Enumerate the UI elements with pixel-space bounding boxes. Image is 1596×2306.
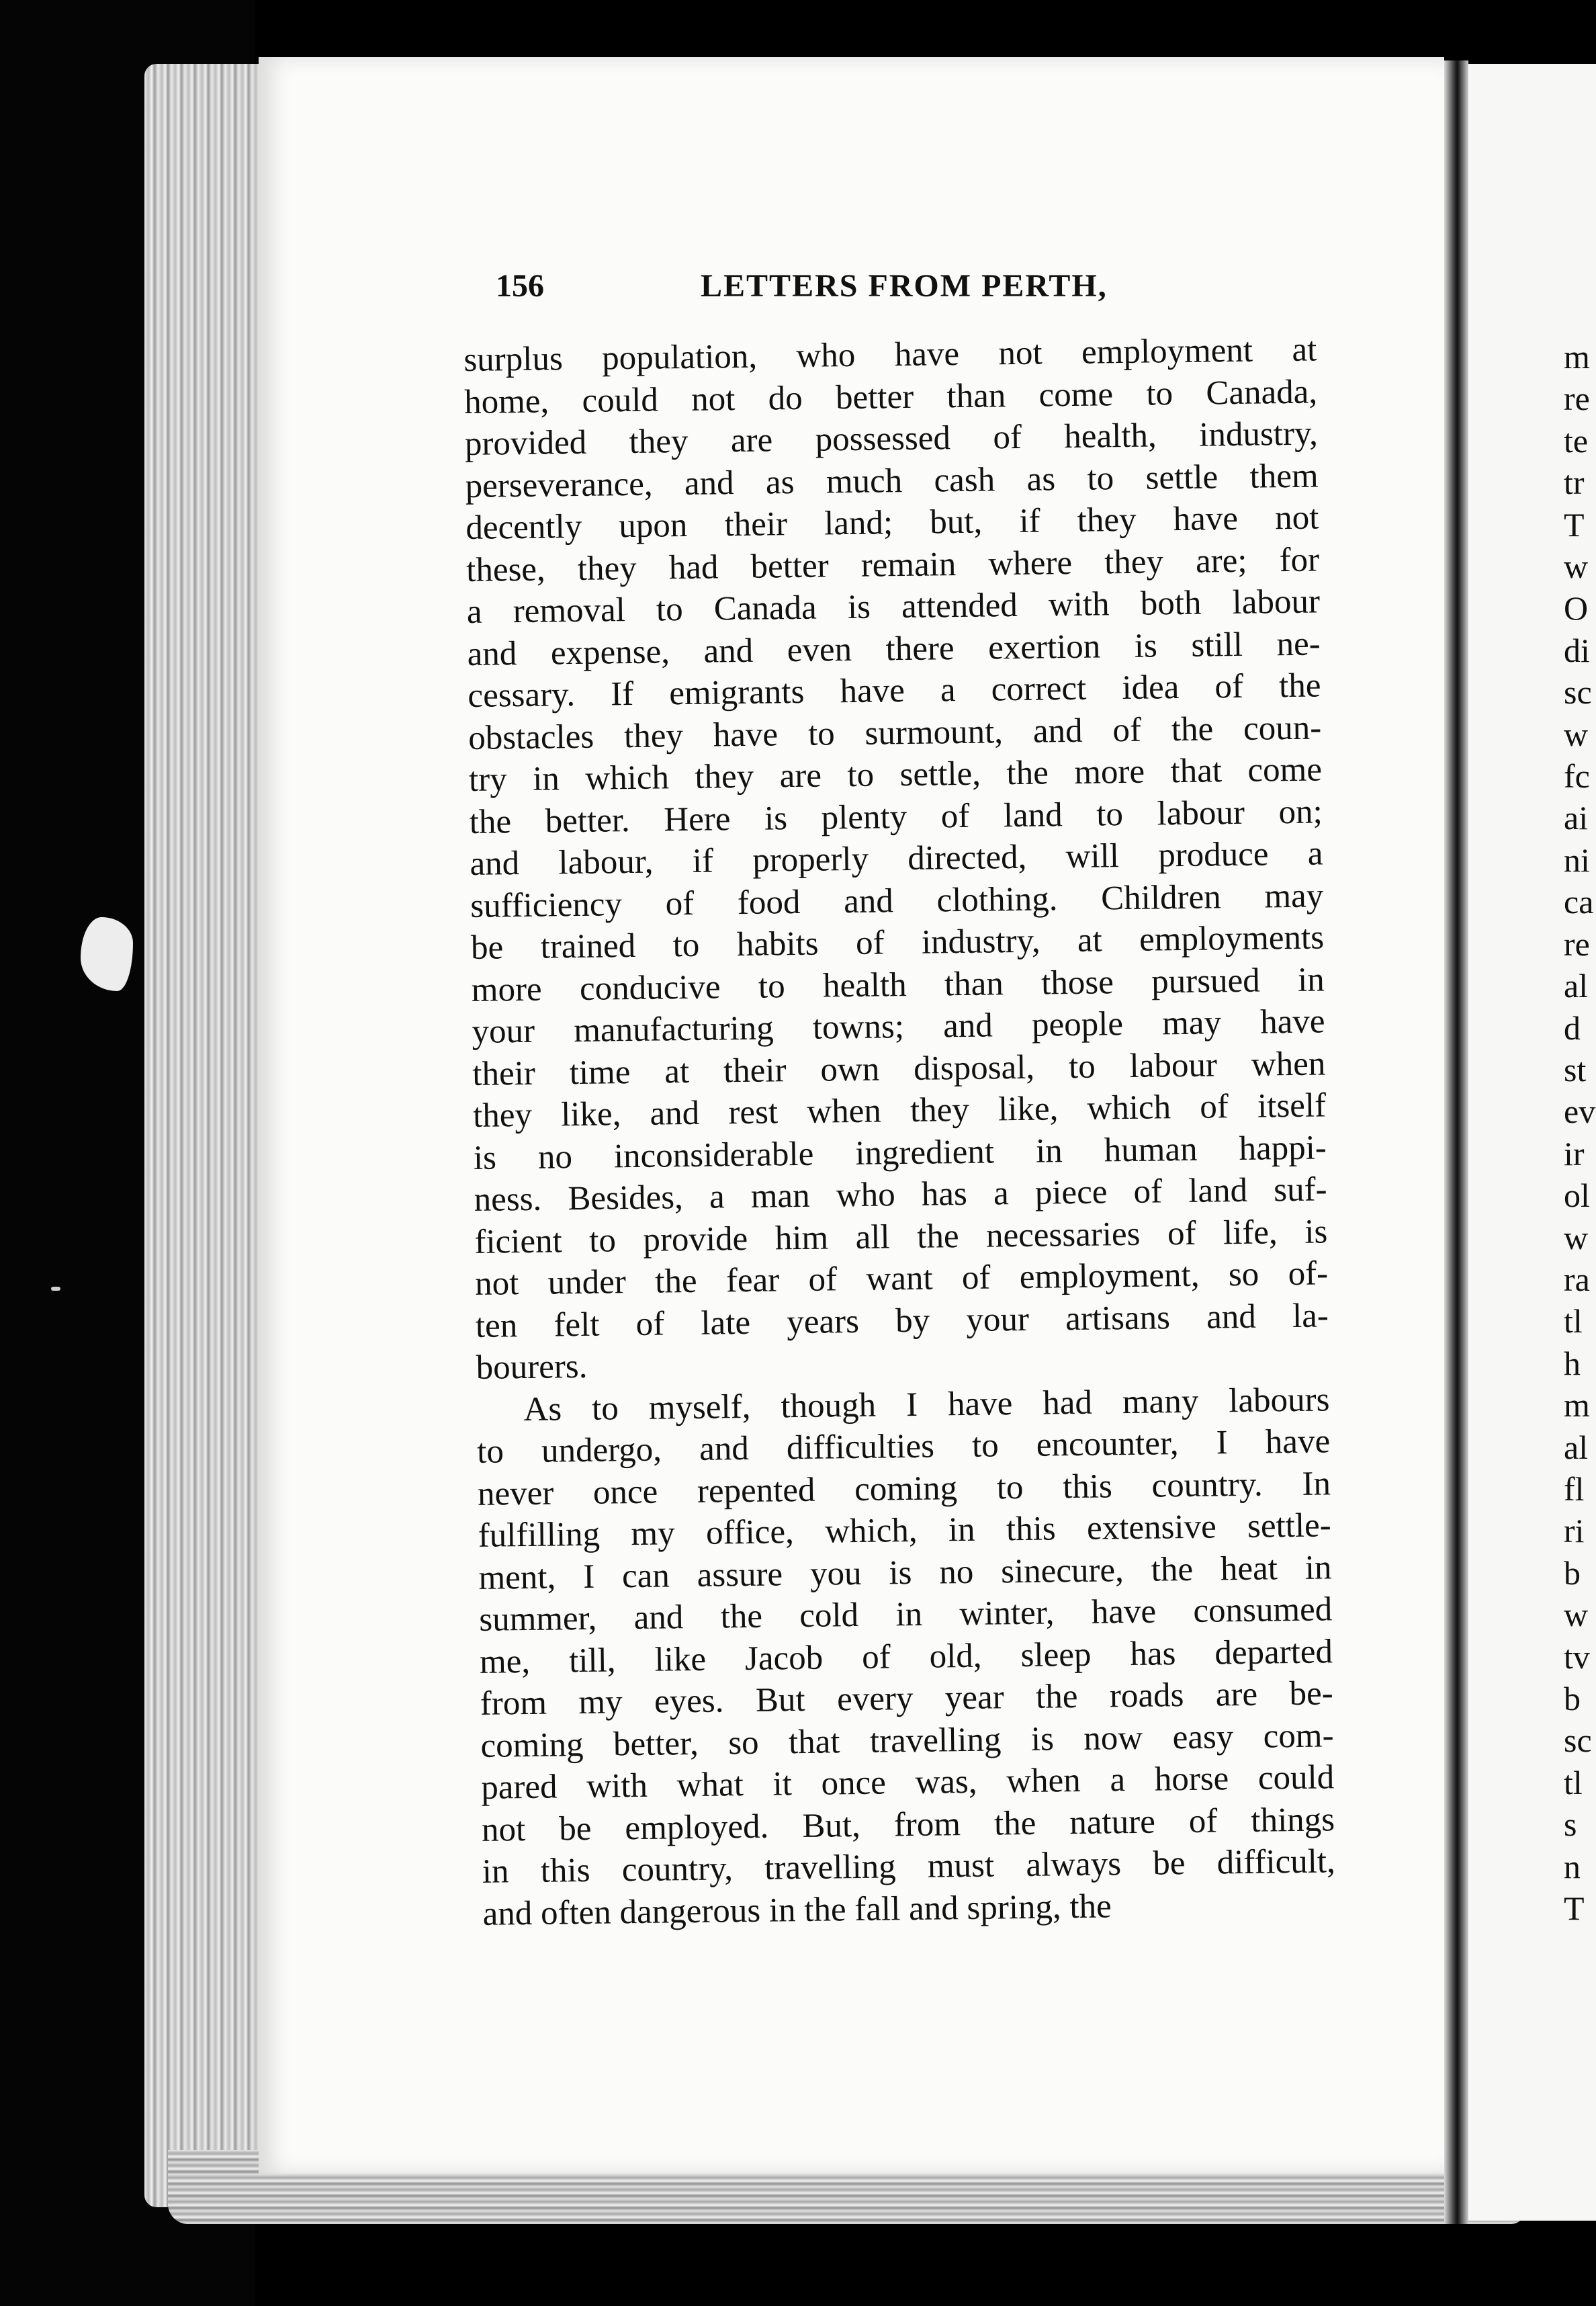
text-line: your manufacturing towns; and people may have (472, 1002, 1325, 1051)
text-line: perseverance, and as much cash as to settle them (465, 456, 1319, 505)
text-line: ness. Besides, a man who has a piece of land suf- (474, 1170, 1327, 1219)
text-line: me, till, like Jacob of old, sleep has departed (479, 1632, 1333, 1681)
text-line: summer, and the cold in winter, have consumed (478, 1590, 1333, 1639)
book-gutter (1444, 60, 1468, 2224)
text-line: bourers. (476, 1347, 588, 1387)
text-line: never once repented coming to this country. In (477, 1464, 1331, 1513)
facing-page-text-fragments: m re te tr T w O di sc w fc ai ni ca re al d st ev ir ol w ra tl h m al fl ri b w tv b sc tl s n T (1564, 338, 1596, 1928)
paragraph (476, 1379, 1336, 1935)
text-line: a removal to Canada is attended with both labour (466, 583, 1321, 631)
body-text (463, 329, 1336, 1934)
text-line: and expense, and even there exertion is still ne- (467, 624, 1321, 673)
text-line: try in which they are to settle, the more that come (468, 751, 1323, 799)
text-line: As to myself, though I have had many labours (523, 1380, 1330, 1428)
text-line: cessary. If emigrants have a correct idea of the (468, 667, 1321, 715)
text-line: obstacles they have to surmount, and of the coun- (468, 708, 1322, 757)
text-line: decently upon their land; but, if they have not (466, 499, 1319, 547)
text-line: in this country, travelling must always be difficult, (482, 1842, 1336, 1891)
text-line: fulfilling my office, which, in this extensive settle- (478, 1506, 1332, 1555)
dust-speck (51, 1287, 60, 1291)
text-line: their time at their own disposal, to labour when (472, 1044, 1326, 1093)
text-line: and often dangerous in the fall and spring, the (482, 1887, 1112, 1933)
text-line: ficient to provide him all the necessaries of life, is (474, 1212, 1328, 1261)
text-line: pared with what it once was, when a horse could (480, 1758, 1335, 1807)
text-line: to undergo, and difficulties to encounter, I have (476, 1422, 1331, 1471)
text-line: more conducive to health than those pursued in (471, 960, 1325, 1009)
text-line: ten felt of late years by your artisans and la- (475, 1296, 1329, 1345)
page-number: 156 (496, 268, 544, 304)
text-line: the better. Here is plenty of land to labour on; (469, 792, 1323, 841)
text-line: provided they are possessed of health, industry, (464, 415, 1319, 463)
text-line: coming better, so that travelling is now easy com- (480, 1716, 1334, 1765)
text-line: not under the fear of want of employment, so of- (474, 1254, 1329, 1303)
text-line: from my eyes. But every year the roads are be- (480, 1674, 1334, 1723)
text-line: sufficiency of food and clothing. Children may (470, 876, 1324, 925)
text-line: be trained to habits of industry, at employments (470, 919, 1325, 967)
running-head: LETTERS FROM PERTH, (701, 268, 1108, 304)
text-line: and labour, if properly directed, will produce a (470, 835, 1323, 883)
text-line: they like, and rest when they like, which of itself (472, 1086, 1327, 1135)
text-line: ment, I can assure you is no sinecure, the heat in (478, 1548, 1332, 1597)
text-line: not be employed. But, from the nature of things (481, 1800, 1335, 1849)
text-line: home, could not do better than come to Canada, (463, 372, 1318, 421)
paragraph (463, 329, 1329, 1389)
text-line: surplus population, who have not employment at (463, 331, 1317, 379)
text-line: is no inconsiderable ingredient in human happi- (473, 1128, 1327, 1177)
text-line: these, they had better remain where they are; for (466, 540, 1320, 589)
